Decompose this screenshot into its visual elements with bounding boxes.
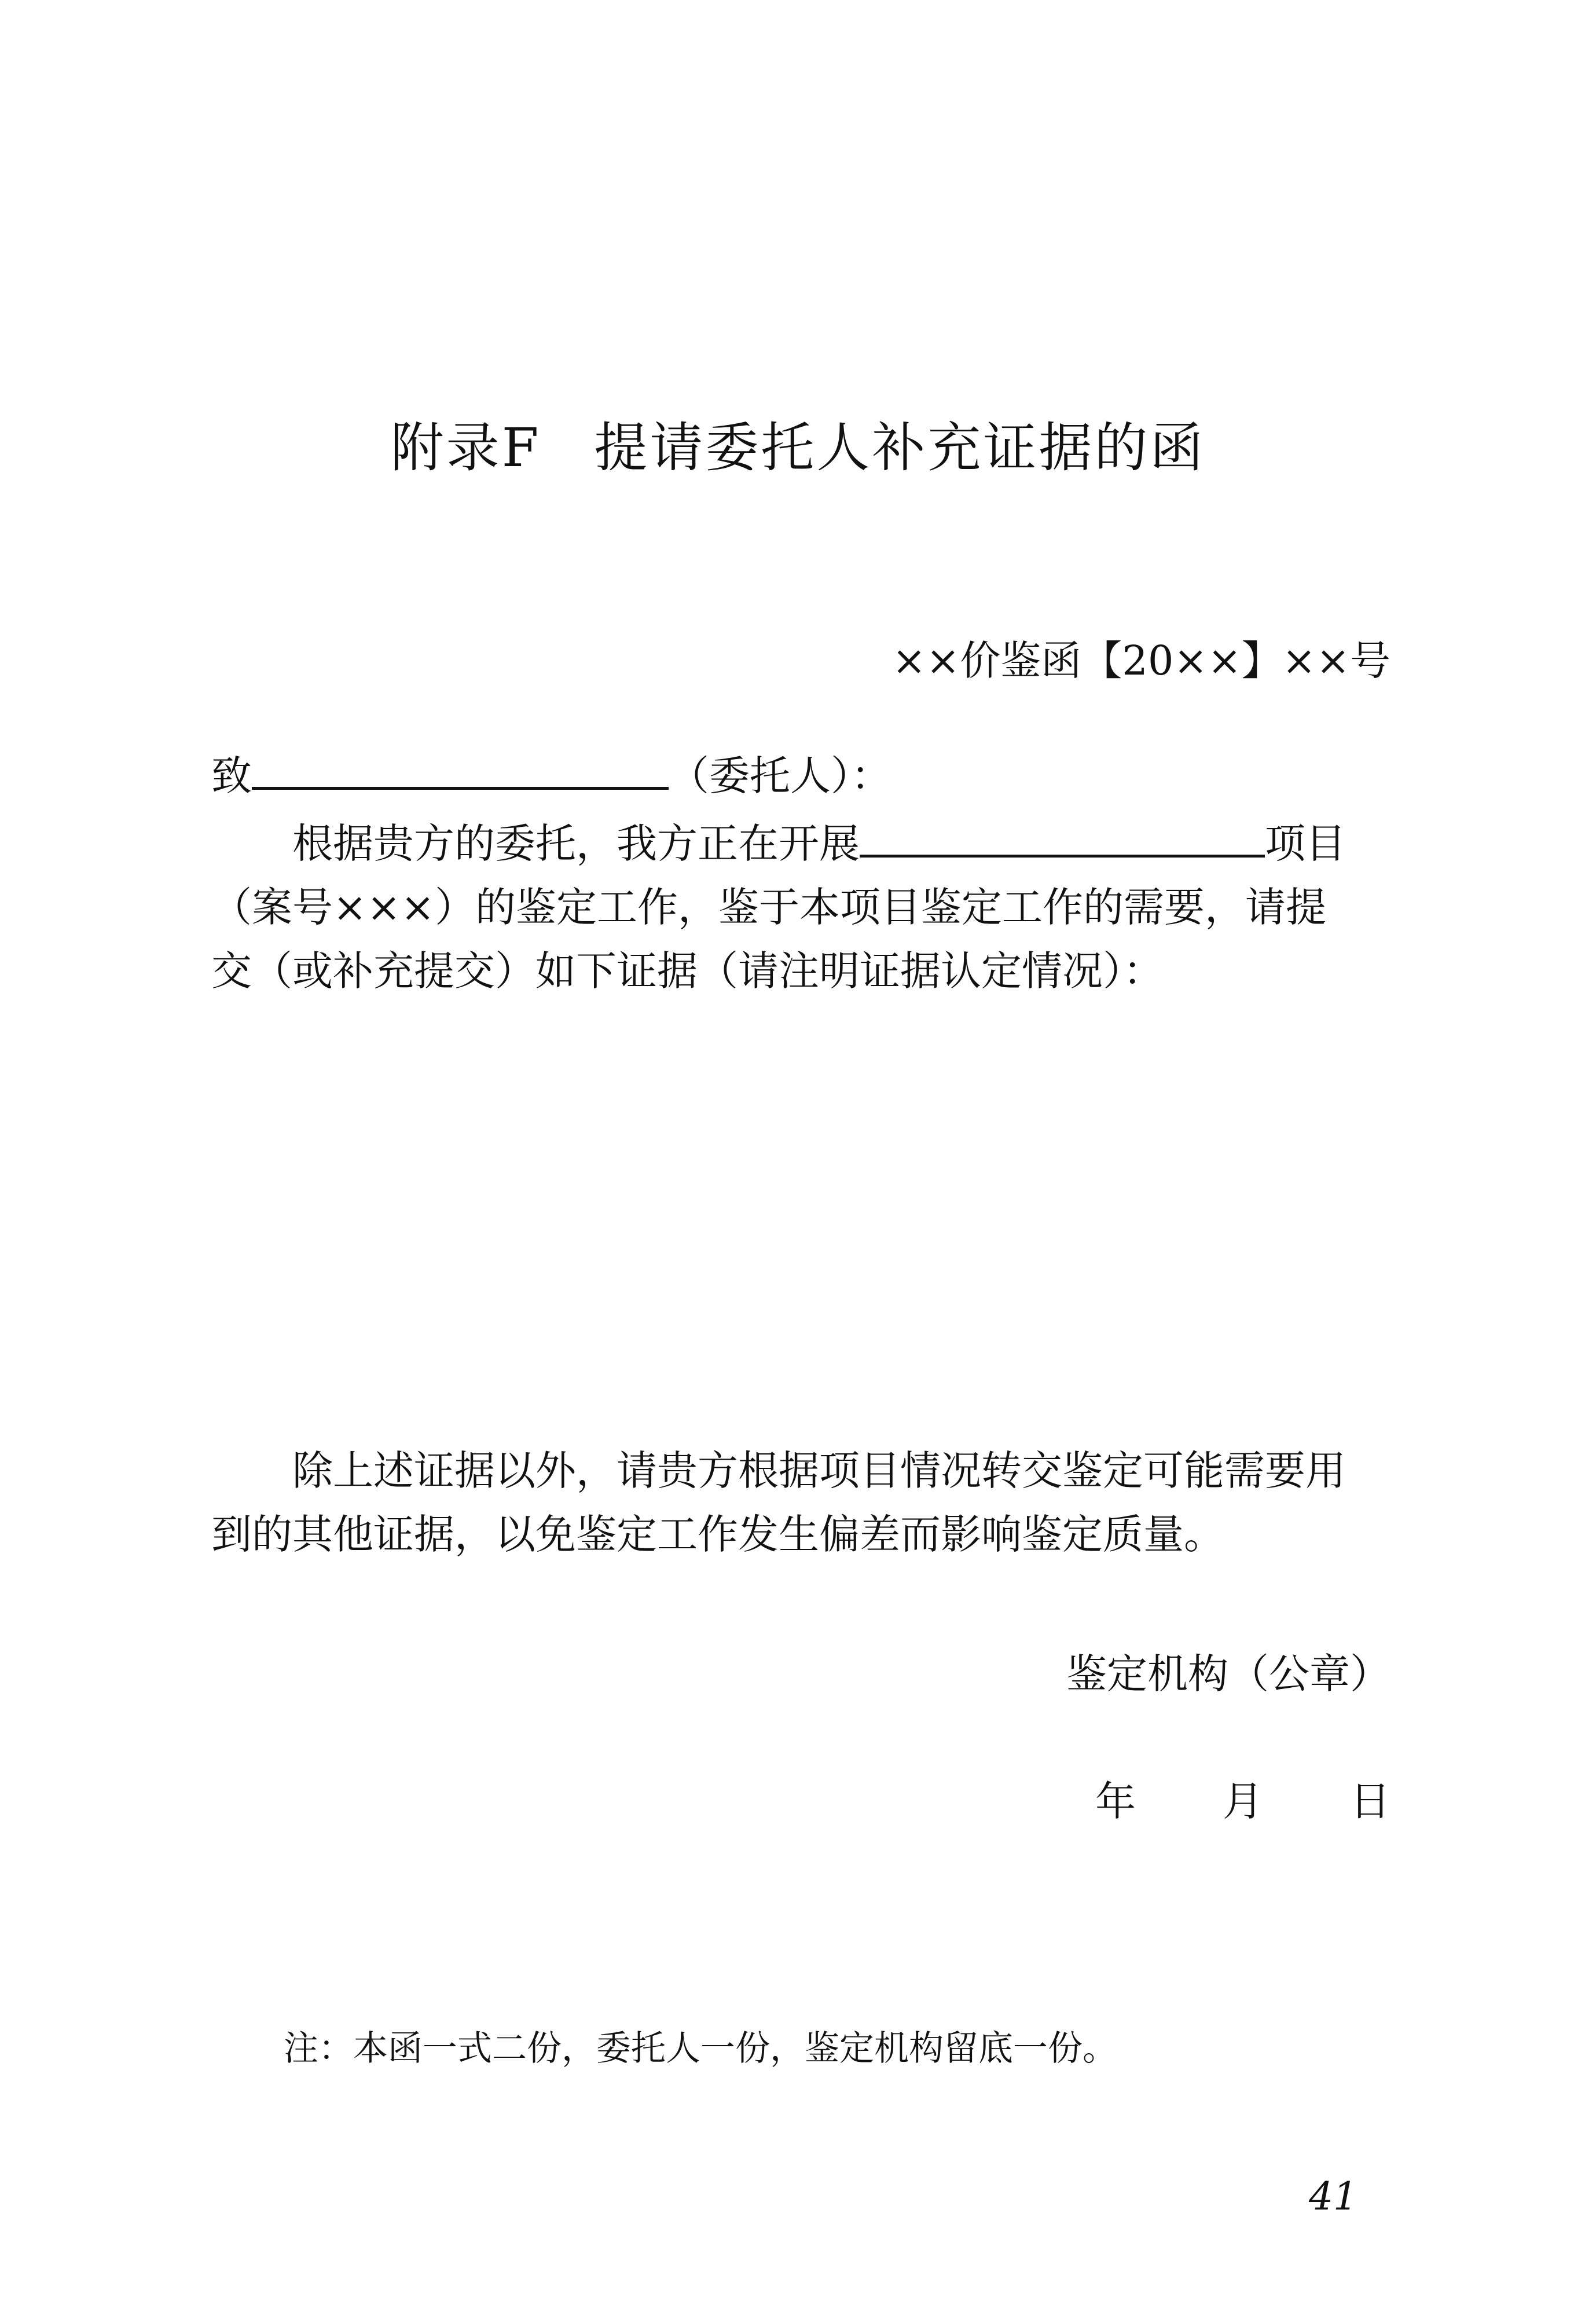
- date-year: 年: [1095, 1778, 1136, 1825]
- recipient-blank[interactable]: [252, 752, 669, 790]
- date-line: [1095, 1769, 1390, 1827]
- para2-line2: 到的其他证据，以免鉴定工作发生偏差而影响鉴定质量。: [211, 1511, 1224, 1558]
- para1-line2: （案号×××）的鉴定工作，鉴于本项目鉴定工作的需要，请提: [211, 884, 1326, 931]
- salutation-suffix: （委托人）：: [669, 752, 891, 800]
- para1-line1: [292, 818, 1346, 870]
- date-month: 月: [1223, 1778, 1263, 1825]
- project-blank[interactable]: [860, 820, 1265, 858]
- para1-line1-end: 项目: [1265, 820, 1346, 867]
- para2-line1: 除上述证据以外，请贵方根据项目情况转交鉴定可能需要用: [292, 1447, 1346, 1494]
- para1-line1-start: 根据贵方的委托，我方正在开展: [292, 820, 860, 867]
- date-day: 日: [1350, 1778, 1390, 1825]
- reference-number: ××价鉴函【20××】××号: [892, 637, 1390, 684]
- footnote: 注：本函一式二份，委托人一份，鉴定机构留底一份。: [284, 2028, 1117, 2069]
- salutation-to: 致: [211, 752, 252, 800]
- signature-seal: 鉴定机构（公章）: [1066, 1650, 1390, 1698]
- page-number: 41: [1309, 2174, 1357, 2219]
- title-prefix: 附录F: [390, 417, 541, 479]
- salutation-line: [211, 750, 891, 802]
- title-main: 提请委托人补充证据的函: [594, 417, 1206, 479]
- para1-line3: 交（或补充提交）如下证据（请注明证据认定情况）：: [211, 947, 1164, 995]
- page-title: [0, 405, 1596, 482]
